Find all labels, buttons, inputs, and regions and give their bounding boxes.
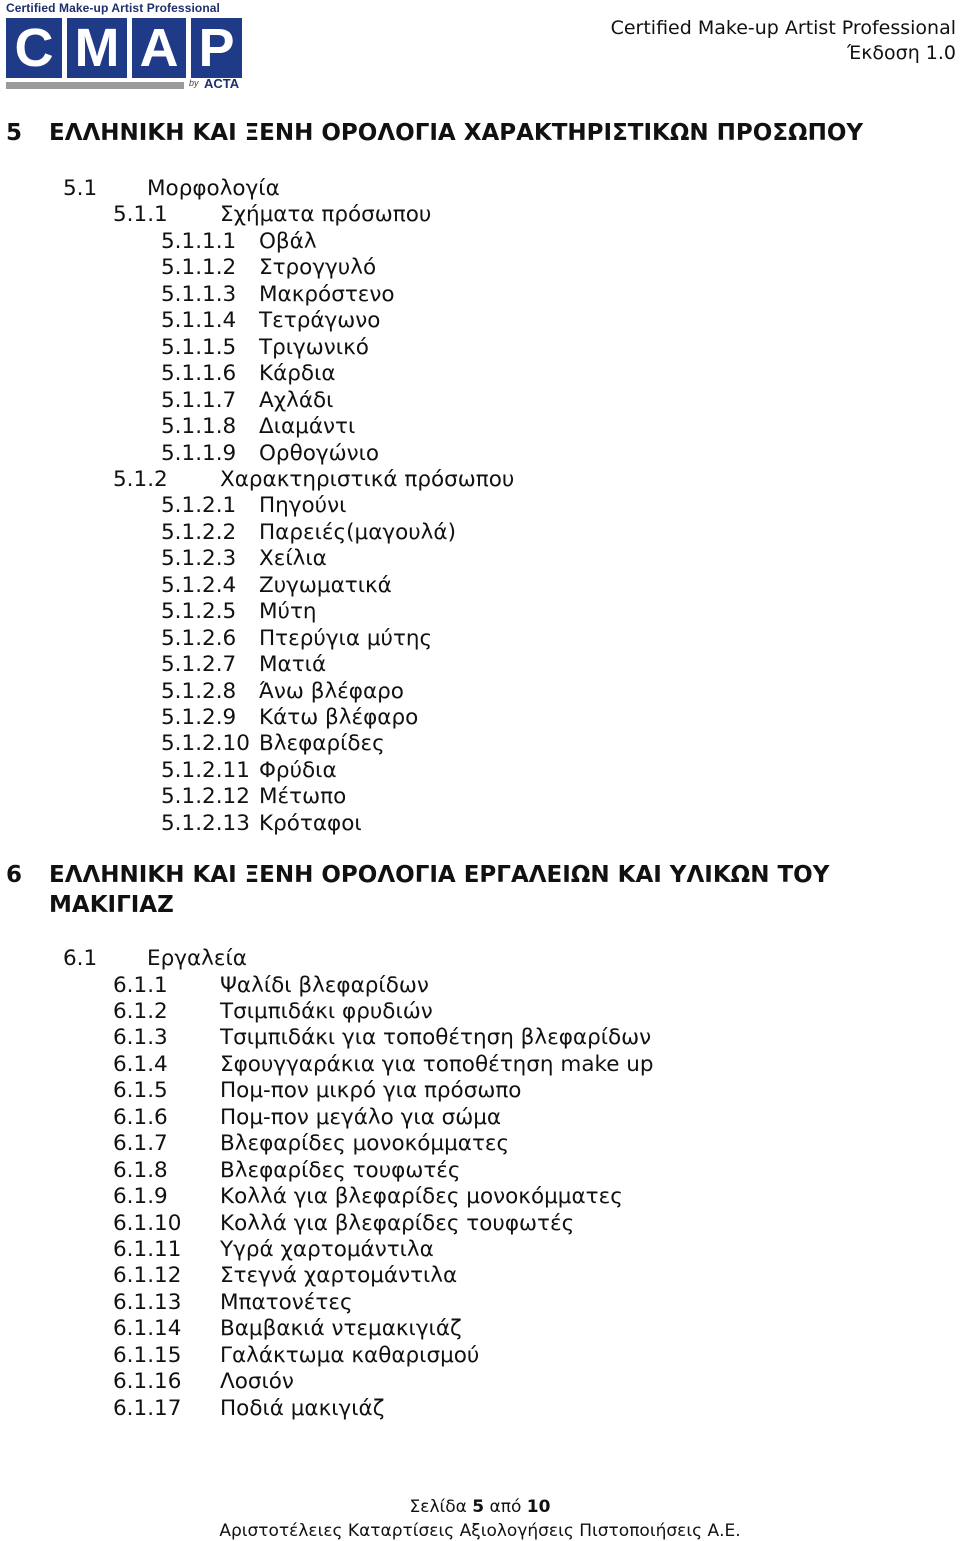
logo-bar (6, 82, 184, 89)
item-number: 6.1.5 (113, 1078, 168, 1104)
item-number: 5.1.2.1 (161, 493, 237, 519)
item-text: Υγρά χαρτομάντιλα (220, 1237, 434, 1262)
item-number: 6.1.3 (113, 1025, 168, 1051)
item-text: Πομ-πον μικρό για πρόσωπο (220, 1078, 522, 1104)
item-text: Μύτη (259, 599, 317, 625)
item-text: Ψαλίδι βλεφαρίδων (220, 972, 429, 998)
item-number: 6.1.9 (113, 1184, 168, 1209)
header-title: Certified Make-up Artist Professional (610, 17, 956, 39)
item-text: Τσιμπιδάκι για τοποθέτηση βλεφαρίδων (220, 1025, 652, 1051)
item-text: Κολλά για βλεφαρίδες τουφωτές (220, 1210, 575, 1236)
page-current: 5 (472, 1497, 485, 1517)
section-title: ΕΛΛΗΝΙΚΗ ΚΑΙ ΞΕΝΗ ΟΡΟΛΟΓΙΑ ΕΡΓΑΛΕΙΩΝ ΚΑΙ ΥΛΙΚΩΝ ΤΟΥ ΜΑΚΙΓΙΑΖ (49, 862, 830, 918)
section-title: ΕΛΛΗΝΙΚΗ ΚΑΙ ΞΕΝΗ ΟΡΟΛΟΓΙΑ ΧΑΡΑΚΤΗΡΙΣΤΙΚΩΝ ΠΡΟΣΩΠΟΥ (49, 120, 864, 146)
item-text: Στεγνά χαρτομάντιλα (220, 1263, 458, 1289)
item-text: Κολλά για βλεφαρίδες μονοκόμματες (220, 1184, 623, 1209)
page-total: 10 (526, 1497, 551, 1517)
logo-tagline: Certified Make-up Artist Professional (6, 1, 220, 15)
item-text: Βλεφαρίδες μονοκόμματες (220, 1131, 510, 1157)
item-number: 5.1.2.2 (161, 519, 237, 545)
item-number: 5.1.1.3 (161, 281, 237, 307)
item-number: 5.1.2.4 (161, 572, 237, 598)
item-number: 5.1.2.3 (161, 546, 237, 572)
item-text: Μορφολογία (147, 176, 280, 201)
item-text: Λοσιόν (220, 1369, 294, 1395)
item-text: Οβάλ (259, 228, 317, 254)
item-number: 5.1.2.13 (161, 810, 250, 836)
item-text: Τσιμπιδάκι φρυδιών (220, 998, 433, 1024)
item-text: Κάτω βλέφαρο (259, 705, 419, 730)
item-text: Γαλάκτωμα καθαρισμού (220, 1342, 480, 1368)
item-number: 5.1.2.7 (161, 652, 237, 678)
footer-company: Αριστοτέλειες Καταρτίσεις Αξιολογήσεις Πιστοποιήσεις Α.Ε. (219, 1521, 741, 1541)
item-text: Βαμβακιά ντεμακιγιάζ (220, 1316, 462, 1342)
item-number: 5.1.2.6 (161, 625, 237, 651)
item-text: Ζυγωματικά (259, 572, 392, 598)
logo-acta: ACTA (204, 76, 240, 91)
item-number: 6.1 (63, 946, 98, 971)
item-number: 6.1.14 (113, 1316, 182, 1342)
item-text: Σχήματα πρόσωπου (220, 202, 432, 228)
item-number: 5.1.2 (113, 466, 168, 492)
item-text: Διαμάντι (259, 414, 356, 439)
item-text: Ορθογώνιο (259, 440, 380, 466)
item-text: Μακρόστενο (259, 281, 395, 307)
item-number: 6.1.11 (113, 1237, 182, 1262)
item-number: 6.1.1 (113, 972, 168, 998)
item-number: 6.1.17 (113, 1395, 182, 1421)
item-number: 5.1.1.9 (161, 440, 237, 466)
item-text: Ποδιά μακιγιάζ (220, 1395, 385, 1421)
item-number: 5.1.2.8 (161, 678, 237, 704)
item-text: Τριγωνικό (259, 334, 369, 360)
item-text: Φρύδια (259, 757, 337, 783)
item-number: 6.1.2 (113, 998, 168, 1024)
item-text: Χείλια (259, 546, 327, 572)
item-text: Πτερύγια μύτης (259, 625, 433, 651)
item-text: Σφουγγαράκια για τοποθέτηση make up (220, 1051, 654, 1077)
item-number: 5.1.2.10 (161, 731, 250, 757)
item-text: Άνω βλέφαρο (259, 678, 404, 704)
item-number: 6.1.4 (113, 1051, 168, 1077)
section-number: 6 (6, 862, 23, 888)
logo-letter-c: C (6, 18, 62, 78)
item-text: Βλεφαρίδες (259, 731, 385, 757)
page-number (0, 1497, 960, 1517)
item-text: Τετράγωνο (259, 308, 381, 334)
item-text: Βλεφαρίδες τουφωτές (220, 1157, 461, 1183)
item-number: 6.1.7 (113, 1131, 168, 1157)
item-number: 5.1.1.6 (161, 361, 237, 387)
item-text: Αχλάδι (259, 387, 334, 413)
page-of: από (489, 1497, 522, 1517)
cmap-logo (6, 0, 246, 96)
header-version: Έκδοση 1.0 (847, 42, 956, 64)
item-text: Πηγούνι (259, 493, 347, 519)
item-number: 6.1.10 (113, 1210, 182, 1236)
section-number: 5 (6, 120, 23, 146)
item-number: 5.1.1.4 (161, 308, 237, 334)
logo-letter-a: A (132, 18, 186, 78)
item-text: Κάρδια (259, 361, 336, 387)
item-number: 5.1.2.11 (161, 757, 250, 783)
item-text: Κρόταφοι (259, 810, 362, 836)
item-number: 6.1.6 (113, 1104, 168, 1130)
item-number: 5.1.1.7 (161, 387, 237, 413)
item-text: Μέτωπο (259, 784, 347, 810)
item-number: 5.1.1.5 (161, 334, 237, 360)
page-label: Σελίδα (409, 1497, 467, 1517)
item-text: Εργαλεία (147, 946, 247, 971)
item-number: 5.1.1.2 (161, 255, 237, 281)
item-number: 5.1.1.8 (161, 414, 237, 439)
logo-letter-m: M (67, 18, 127, 78)
item-number: 5.1 (63, 176, 98, 201)
item-text: Ματιά (259, 652, 327, 678)
item-number: 5.1.1 (113, 202, 168, 228)
item-number: 5.1.2.9 (161, 705, 237, 730)
item-number: 6.1.8 (113, 1157, 168, 1183)
item-number: 6.1.13 (113, 1289, 182, 1315)
item-number: 5.1.2.12 (161, 784, 250, 810)
item-text: Μπατονέτες (220, 1289, 353, 1315)
item-text: Παρειές(μαγουλά) (259, 519, 456, 545)
item-number: 6.1.12 (113, 1263, 182, 1289)
logo-letter-p: P (191, 18, 242, 78)
item-number: 5.1.1.1 (161, 228, 237, 254)
item-text: Πομ-πον μεγάλο για σώμα (220, 1104, 502, 1130)
item-number: 6.1.15 (113, 1342, 182, 1368)
item-text: Στρογγυλό (259, 255, 377, 281)
item-number: 5.1.2.5 (161, 599, 237, 625)
item-text: Χαρακτηριστικά πρόσωπου (220, 466, 515, 492)
logo-by: by (189, 78, 199, 88)
item-number: 6.1.16 (113, 1369, 182, 1395)
